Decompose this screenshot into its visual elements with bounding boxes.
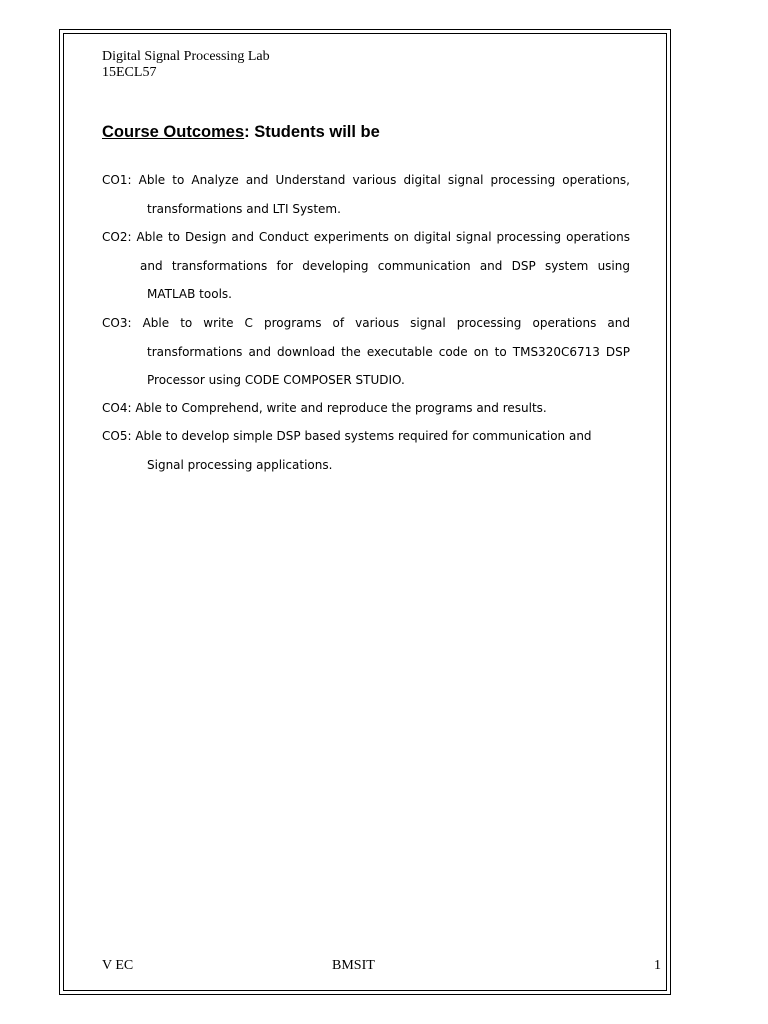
footer-left: V EC bbox=[102, 958, 134, 973]
outcome-line: CO5: Able to develop simple DSP based systems required for communication and bbox=[102, 429, 592, 443]
outcome-co3 bbox=[102, 309, 630, 395]
outcome-line: and transformations for developing communication and DSP system using bbox=[140, 258, 630, 273]
outcome-co5 bbox=[102, 422, 630, 479]
outcome-line: CO3: Able to write C programs of various signal processing operations and bbox=[102, 316, 630, 330]
running-header bbox=[102, 49, 270, 81]
outcome-line: transformations and download the executable code on to TMS320C6713 DSP bbox=[147, 344, 630, 359]
page-title bbox=[102, 123, 380, 142]
page-title-rest: : Students will be bbox=[244, 123, 380, 141]
outcome-line: MATLAB tools. bbox=[147, 287, 232, 302]
footer-center: BMSIT bbox=[332, 958, 375, 973]
page-number: 1 bbox=[654, 958, 661, 973]
outcome-line: CO4: Able to Comprehend, write and reproduce the programs and results. bbox=[102, 401, 547, 415]
outcome-line: transformations and LTI System. bbox=[147, 201, 341, 216]
page-title-underlined: Course Outcomes bbox=[102, 123, 245, 141]
course-code: 15ECL57 bbox=[102, 65, 157, 80]
outcome-line: CO1: Able to Analyze and Understand various digital signal processing operations, bbox=[102, 173, 630, 187]
outcome-line: Processor using CODE COMPOSER STUDIO. bbox=[147, 373, 405, 388]
outcome-line: CO2: Able to Design and Conduct experiments on digital signal processing operations bbox=[102, 230, 630, 244]
lab-title: Digital Signal Processing Lab bbox=[102, 49, 270, 64]
outcome-co4 bbox=[102, 394, 630, 423]
outcome-co1 bbox=[102, 166, 630, 223]
outcome-co2 bbox=[102, 223, 630, 309]
outcome-line: Signal processing applications. bbox=[147, 457, 333, 472]
